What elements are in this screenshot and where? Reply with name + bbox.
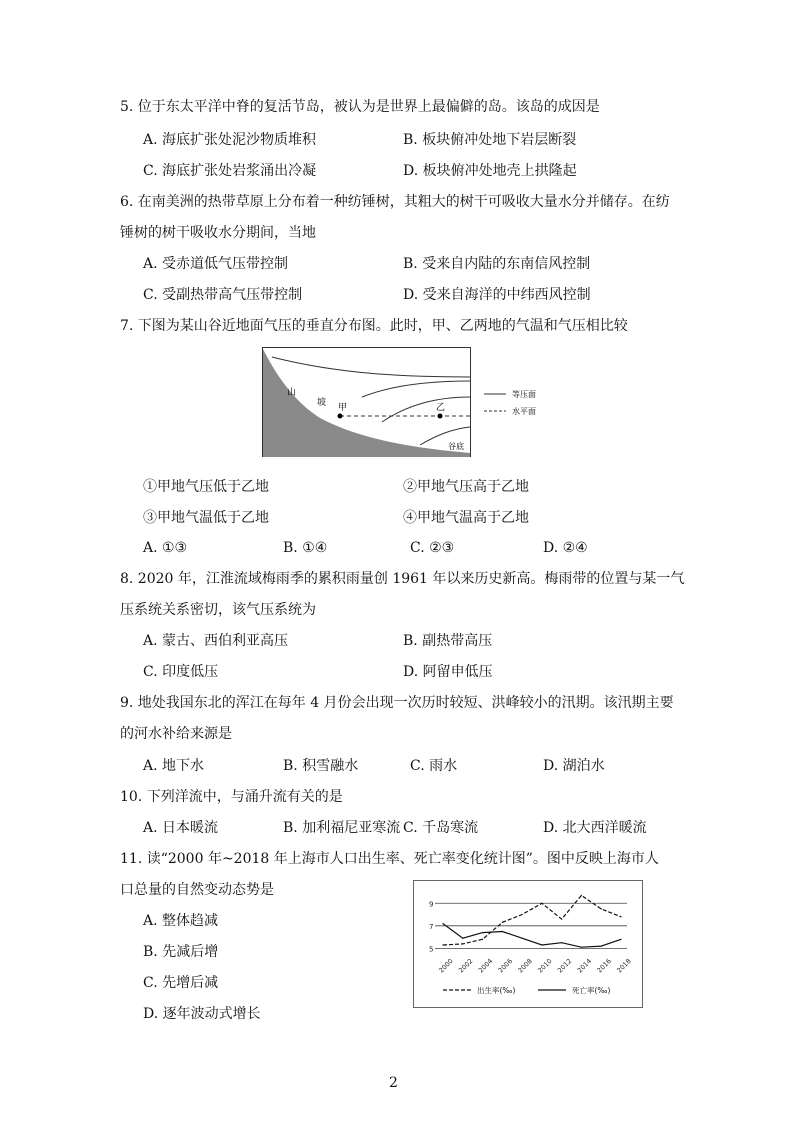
birth-death-rate-chart [413,880,643,1008]
series-0-point [620,916,621,917]
y-tick-label: 9 [429,900,434,909]
q10-stem: 10. 下列洋流中，与涌升流有关的是 [120,789,343,805]
q10-option-b[interactable]: B. 加利福尼亚寒流 [283,820,401,836]
legend-isobar-label: 等压面 [512,390,536,399]
series-0-point [581,895,582,896]
q11-option-b[interactable]: B. 先减后增 [143,944,219,960]
q9-option-b[interactable]: B. 积雪融水 [283,758,359,774]
q9-option-a[interactable]: A. 地下水 [143,758,205,774]
q6-option-d[interactable]: D. 受来自海洋的中纬西风控制 [403,287,591,303]
q8-stem-line1: 8. 2020 年，江淮流域梅雨季的累积雨量创 1961 年以来历史新高。梅雨带的位置与某一气 [120,571,685,587]
series-1-point [502,931,503,932]
label-slope: 坡 [317,398,327,408]
q7-option-d[interactable]: D. ②④ [543,540,588,556]
point-jia [338,414,343,419]
series-0-point [561,918,562,919]
series-0-point [442,944,443,945]
x-tick-label: 2008 [516,957,534,975]
q9-option-d[interactable]: D. 湖泊水 [543,758,605,774]
series-1-point [522,938,523,939]
q8-option-c[interactable]: C. 印度低压 [143,664,219,680]
page-number: 2 [389,1075,398,1091]
series-0-point [601,908,602,909]
q11-option-c[interactable]: C. 先增后减 [143,975,219,991]
q8-option-d[interactable]: D. 阿留申低压 [403,664,493,680]
legend-horizontal-label: 水平面 [512,407,536,416]
q7-statement-1: ①甲地气压低于乙地 [143,479,269,495]
q7-option-b[interactable]: B. ①④ [283,540,328,556]
q7-statement-3: ③甲地气温低于乙地 [143,510,269,526]
q9-stem-line2: 的河水补给来源是 [120,726,232,742]
q5-stem: 5. 位于东太平洋中脊的复活节岛，被认为是世界上最偏僻的岛。该岛的成因是 [120,99,600,115]
q6-stem-line1: 6. 在南美洲的热带草原上分布着一种纺锤树，其粗大的树干可吸收大量水分并储存。在纺 [120,194,670,210]
q10-option-a[interactable]: A. 日本暖流 [143,820,219,836]
q5-option-a[interactable]: A. 海底扩张处泥沙物质堆积 [143,132,317,148]
series-1-point [482,932,483,933]
series-1-point [541,944,542,945]
q7-statement-4: ④甲地气温高于乙地 [403,510,529,526]
x-tick-label: 2016 [595,957,613,975]
q7-option-c[interactable]: C. ②③ [410,540,455,556]
label-valley: 谷底 [448,442,464,451]
series-0-point [541,903,542,904]
label-jia: 甲 [338,403,348,413]
q8-stem-line2: 压系统关系密切，该气压系统为 [120,602,316,618]
x-tick-label: 2000 [437,957,455,975]
q10-option-c[interactable]: C. 千岛寒流 [403,820,479,836]
series-0-point [482,939,483,940]
label-mountain: 山 [287,388,297,398]
series-1-point [442,923,443,924]
legend-label-1: 死亡率(‰) [572,986,611,995]
x-tick-label: 2018 [615,957,633,975]
x-tick-label: 2002 [457,957,475,975]
q11-option-d[interactable]: D. 逐年波动式增长 [143,1006,261,1022]
valley-pressure-diagram [262,347,562,457]
q11-stem-line1: 11. 读“2000 年~2018 年上海市人口出生率、死亡率变化统计图”。图中反映上海市人 [120,851,659,867]
y-tick-label: 7 [429,922,434,931]
q6-stem-line2: 锤树的树干吸收水分期间，当地 [120,225,316,241]
x-tick-label: 2012 [556,957,574,975]
q6-option-c[interactable]: C. 受副热带高气压带控制 [143,287,303,303]
q5-option-c[interactable]: C. 海底扩张处岩浆涌出冷凝 [143,163,317,179]
q6-option-a[interactable]: A. 受赤道低气压带控制 [143,256,289,272]
series-0-point [522,914,523,915]
q9-stem-line1: 9. 地处我国东北的浑江在每年 4 月份会出现一次历时较短、洪峰较小的汛期。该汛期主要 [120,695,674,711]
point-yi [438,414,443,419]
y-tick-label: 5 [429,945,434,954]
q11-option-a[interactable]: A. 整体趋减 [143,913,219,929]
series-1-point [601,946,602,947]
series-1-point [581,947,582,948]
q7-option-a[interactable]: A. ①③ [143,540,188,556]
q5-option-d[interactable]: D. 板块俯冲处地壳上拱隆起 [403,163,577,179]
q5-option-b[interactable]: B. 板块俯冲处地下岩层断裂 [403,132,577,148]
x-tick-label: 2006 [496,957,515,975]
q8-option-b[interactable]: B. 副热带高压 [403,633,493,649]
x-tick-label: 2010 [536,957,554,975]
series-1-point [561,942,562,943]
series-1-point [620,939,621,940]
legend-label-0: 出生率(‰) [477,986,516,995]
q6-option-b[interactable]: B. 受来自内陆的东南信风控制 [403,256,591,272]
q7-statement-2: ②甲地气压高于乙地 [403,479,529,495]
series-1-point [462,938,463,939]
x-tick-label: 2014 [575,957,594,975]
x-tick-label: 2004 [476,957,495,975]
q11-stem-line2: 口总量的自然变动态势是 [120,882,274,898]
q10-option-d[interactable]: D. 北大西洋暖流 [543,820,647,836]
series-0-point [462,943,463,944]
q7-stem: 7. 下图为某山谷近地面气压的垂直分布图。此时，甲、乙两地的气温和气压相比较 [120,318,628,334]
label-yi: 乙 [436,403,446,413]
q9-option-c[interactable]: C. 雨水 [410,758,458,774]
q8-option-a[interactable]: A. 蒙古、西伯利亚高压 [143,633,289,649]
series-0-point [502,922,503,923]
